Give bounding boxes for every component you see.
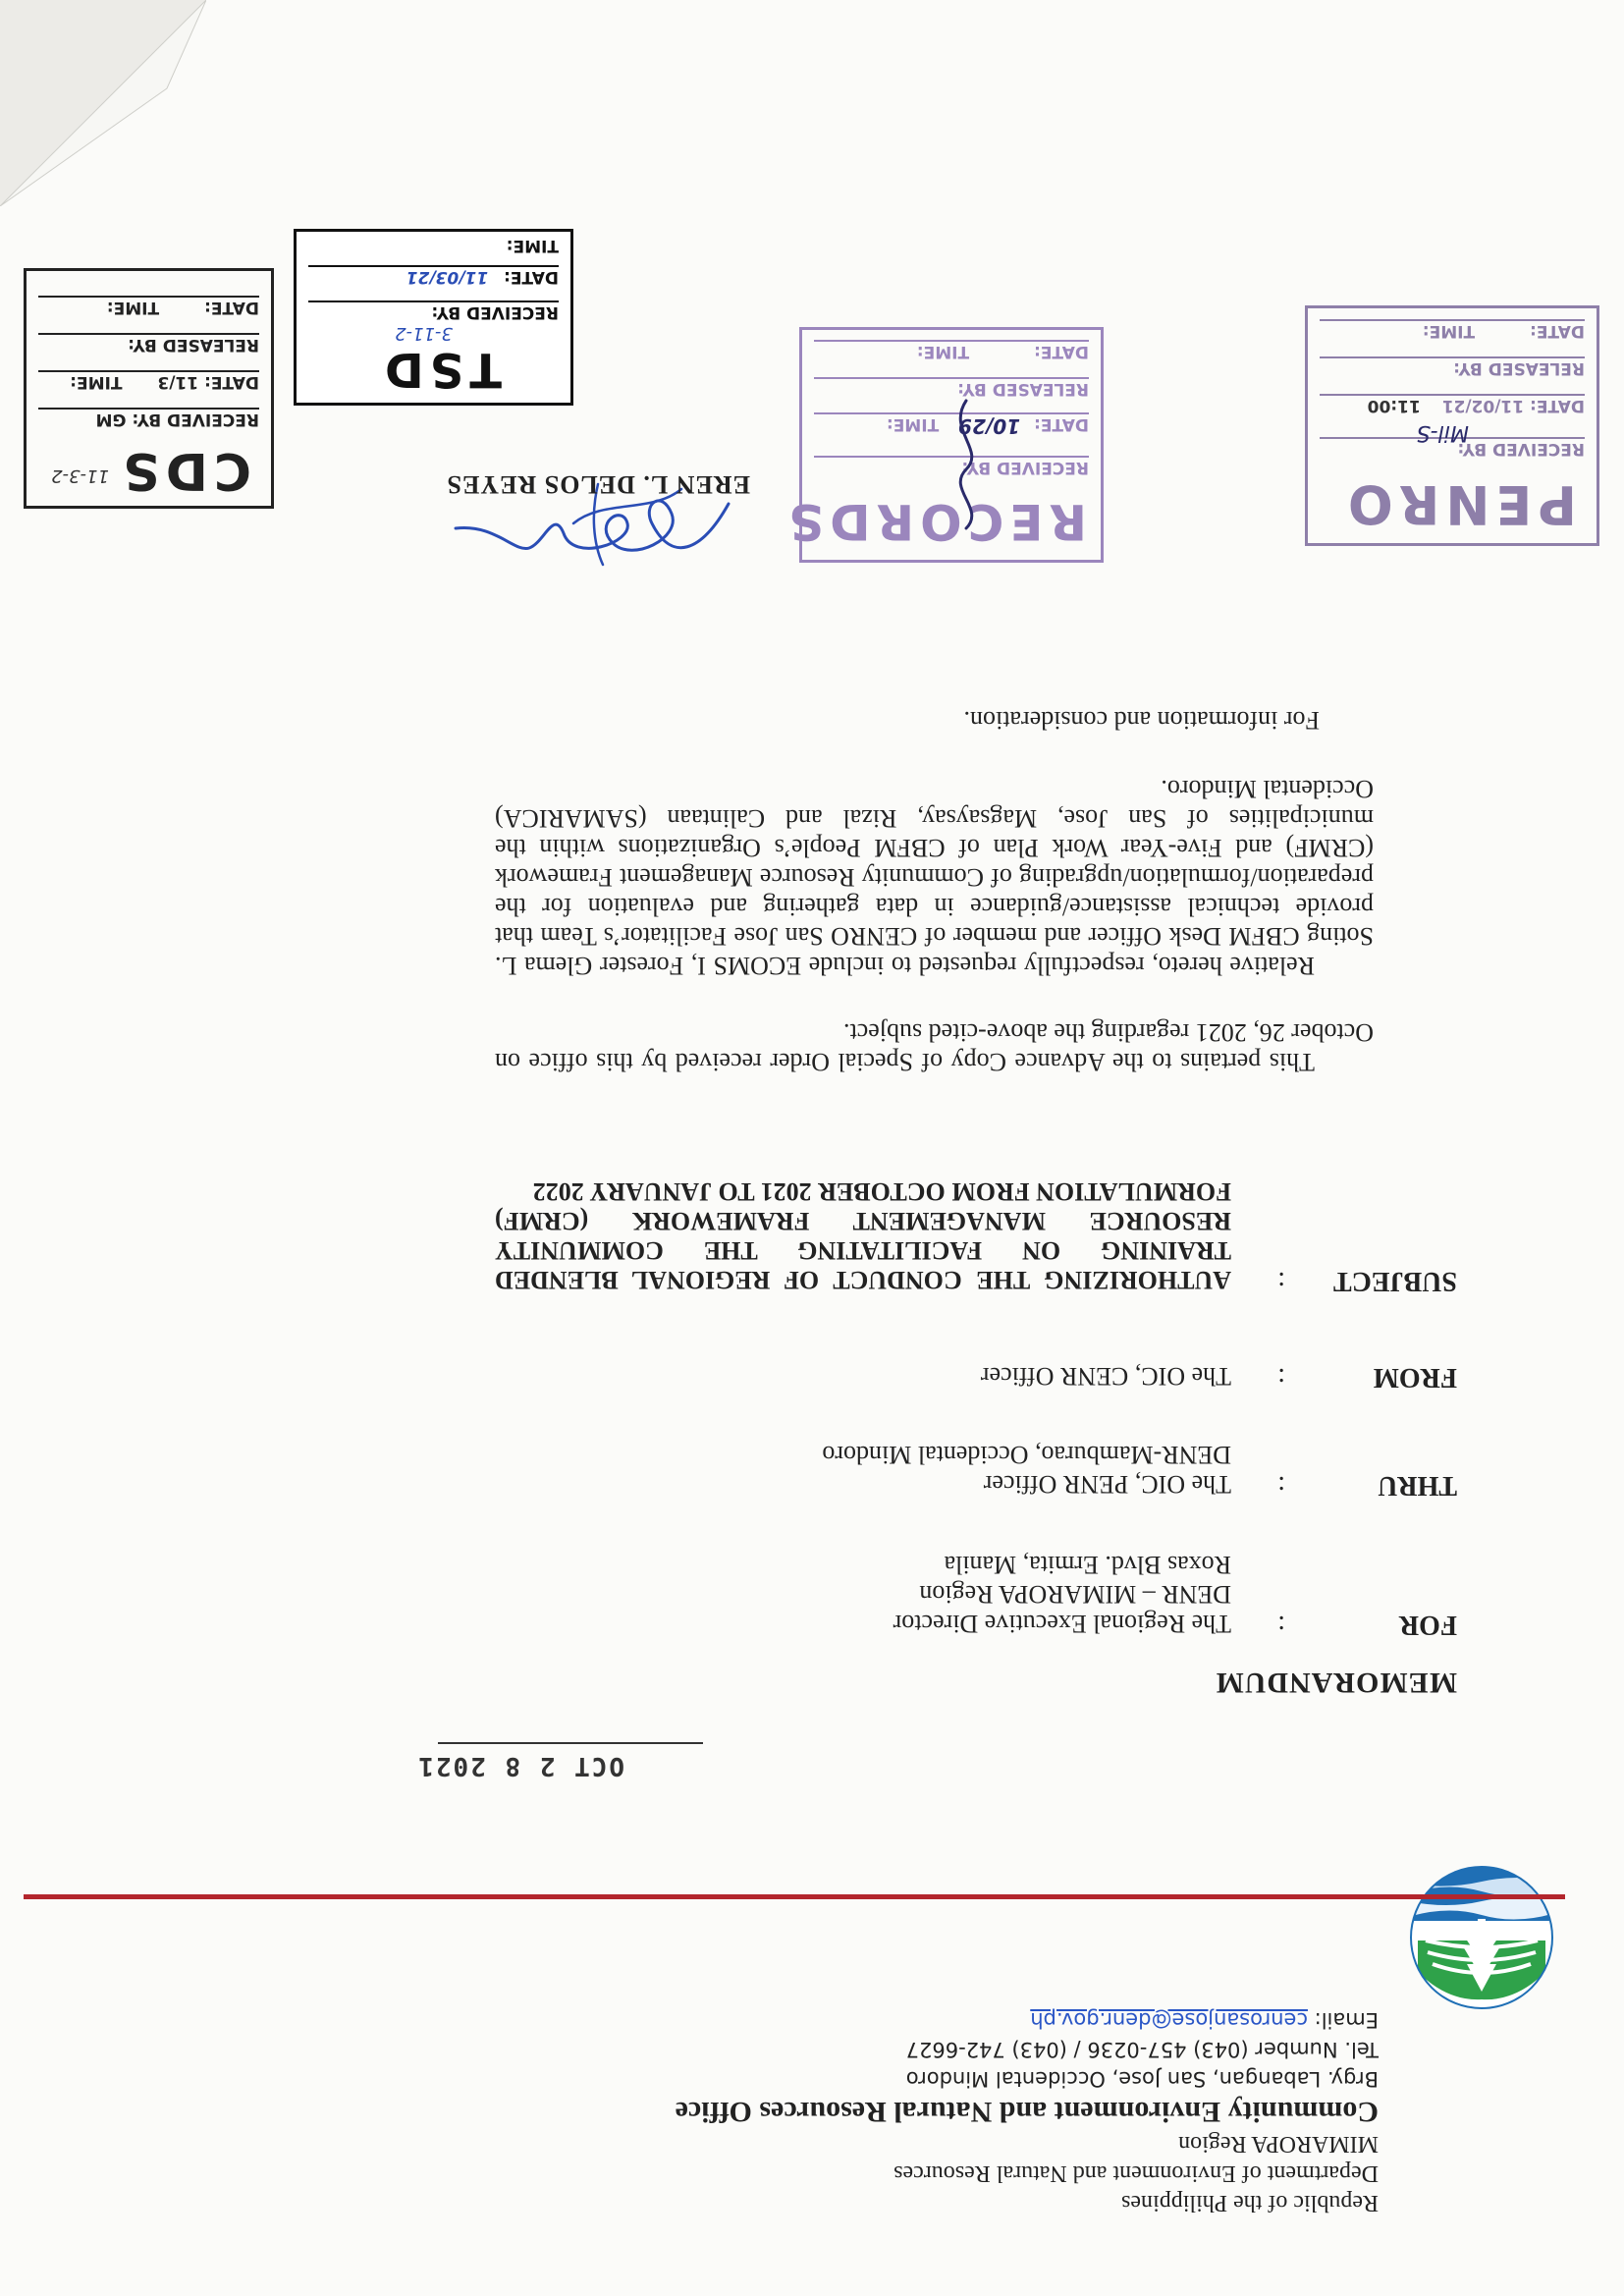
cenro-logo-icon xyxy=(1408,1864,1555,2011)
penro-handwritten: Mil-S xyxy=(1416,420,1469,445)
records-time2-label: TIME: xyxy=(916,342,970,361)
from-label: FROM xyxy=(1373,1362,1457,1393)
records-initial-icon xyxy=(937,391,996,538)
email-link[interactable]: cenrosanjose@denr.gov.ph xyxy=(1030,2008,1308,2032)
penro-stamp xyxy=(1305,305,1599,546)
address-line: Brgy. Labangan, San Jose, Occidental Mindoro xyxy=(905,2067,1379,2091)
thru-line: DENR-Mamburao, Occidental Mindoro xyxy=(822,1441,1231,1469)
penro-released: RELEASED BY: xyxy=(1320,356,1585,378)
penro-stamp-title: PENRO xyxy=(1341,473,1577,535)
tsd-received: RECEIVED BY: xyxy=(308,301,559,322)
for-line: The Regional Executive Director xyxy=(893,1610,1231,1638)
email-line xyxy=(495,2005,1379,2035)
records-released: RELEASED BY: xyxy=(814,377,1089,399)
tsd-note: 3-11-2 xyxy=(395,323,453,344)
penro-date xyxy=(1320,394,1585,415)
records-received: RECEIVED BY: xyxy=(814,456,1089,477)
cds-stamp xyxy=(24,268,274,509)
thru-recipient xyxy=(822,1440,1231,1499)
received-date-stamp: OCT 2 8 2021 xyxy=(416,1751,624,1780)
thru-line: The OIC, PENR Officer xyxy=(983,1470,1231,1499)
records-date2 xyxy=(814,340,1089,361)
records-date-label: DATE: xyxy=(1034,414,1089,434)
penro-date2 xyxy=(1320,319,1585,341)
signatory-name: EREN L. DELOS REYES xyxy=(446,470,750,499)
penro-date-value: DATE: 11/02/21 xyxy=(1441,396,1585,415)
cds-received: RECEIVED BY: GM xyxy=(38,408,259,429)
tsd-hand-date: 11/03/21 xyxy=(406,267,489,287)
body-paragraph-2: Relative hereto, respectfully requested to include ECOMS I, Forester Glema L. Soting CBFM Desk Officer and member of CENRO San Jose Facilitator’s Team that provide technical assistance/guidance in data gathering and evaluation for the preparation/formulation/upgrading of Community Resource Management Framework (CRMF) and Five-Year Work Plan of CBFM People’s Organizations within the municipalities of San Jose, Magsaysay, Rizal and Calintaan (SAMARICA) Occidental Mindoro. xyxy=(495,775,1374,980)
from-colon: : xyxy=(1277,1362,1285,1393)
records-hand-date: 10/29 xyxy=(958,414,1021,438)
thru-colon: : xyxy=(1277,1470,1285,1501)
tel-line: Tel. Number (043) 457-0236 / (043) 742-6627 xyxy=(905,2038,1379,2061)
tsd-stamp-title: TSD xyxy=(378,342,502,397)
records-date2-label: DATE: xyxy=(1034,342,1089,361)
memo-title: MEMORANDUM xyxy=(1215,1667,1457,1699)
tsd-date-label: DATE: xyxy=(504,267,559,287)
body-paragraph-1: This pertains to the Advance Copy of Special Order received by this office on October 26, 2021 regarding the above-cited subject. xyxy=(495,1018,1374,1076)
subject-text: AUTHORIZING THE CONDUCT OF REGIONAL BLENDED TRAINING ON FACILITATING THE COMMUNITY RESOURCE MANAGEMENT FRAMEWORK (CRMF) FORMULATION FROM OCTOBER 2021 TO JANUARY 2022 xyxy=(495,1177,1231,1294)
subject-colon: : xyxy=(1277,1266,1285,1296)
office-name: Community Environment and Natural Resources Office xyxy=(675,2096,1379,2128)
closing-line: For information and consideration. xyxy=(963,706,1320,735)
records-time-label: TIME: xyxy=(886,414,940,434)
for-line: Roxas Blvd. Ermita, Manila xyxy=(944,1551,1231,1579)
department-line: Department of Environment and Natural Resources xyxy=(893,2160,1379,2186)
cds-note: 11-3-2 xyxy=(51,465,109,486)
cds-released: RELEASED BY: xyxy=(38,333,259,355)
for-recipient xyxy=(893,1550,1231,1638)
region-line: MIMAROPA Region xyxy=(1178,2131,1379,2157)
tsd-stamp xyxy=(294,229,573,406)
cds-time-label: TIME: xyxy=(70,372,123,392)
records-stamp-title: RECORDS xyxy=(783,493,1087,550)
for-label: FOR xyxy=(1398,1610,1457,1640)
for-colon: : xyxy=(1277,1610,1285,1640)
for-line: DENR – MIMAROPA Region xyxy=(919,1580,1231,1609)
penro-received: RECEIVED BY: xyxy=(1320,437,1585,459)
penro-time-value: 11:00 xyxy=(1367,396,1421,415)
letterhead xyxy=(495,2005,1379,2217)
email-label: Email: xyxy=(1314,2008,1379,2032)
cds-date2-label: DATE: xyxy=(204,298,259,317)
republic-line: Republic of the Philippines xyxy=(1121,2190,1379,2215)
penro-date2-label: DATE: xyxy=(1530,321,1585,341)
from-line: The OIC, CENR Officer xyxy=(980,1362,1231,1391)
cds-time2-label: TIME: xyxy=(106,298,160,317)
cds-stamp-title: CDS xyxy=(117,441,251,500)
tsd-time: TIME: xyxy=(506,236,559,255)
tsd-date xyxy=(308,265,559,287)
penro-time2-label: TIME: xyxy=(1422,321,1476,341)
cds-date-label: DATE: 11/3 xyxy=(157,372,259,392)
header-divider xyxy=(24,1894,1565,1899)
cds-date xyxy=(38,370,259,392)
folded-corner xyxy=(0,0,206,206)
thru-label: THRU xyxy=(1378,1470,1457,1501)
subject-label: SUBJECT xyxy=(1332,1266,1457,1296)
cds-date2 xyxy=(38,296,259,317)
from-sender xyxy=(981,1361,1231,1391)
date-underline xyxy=(438,1742,703,1744)
